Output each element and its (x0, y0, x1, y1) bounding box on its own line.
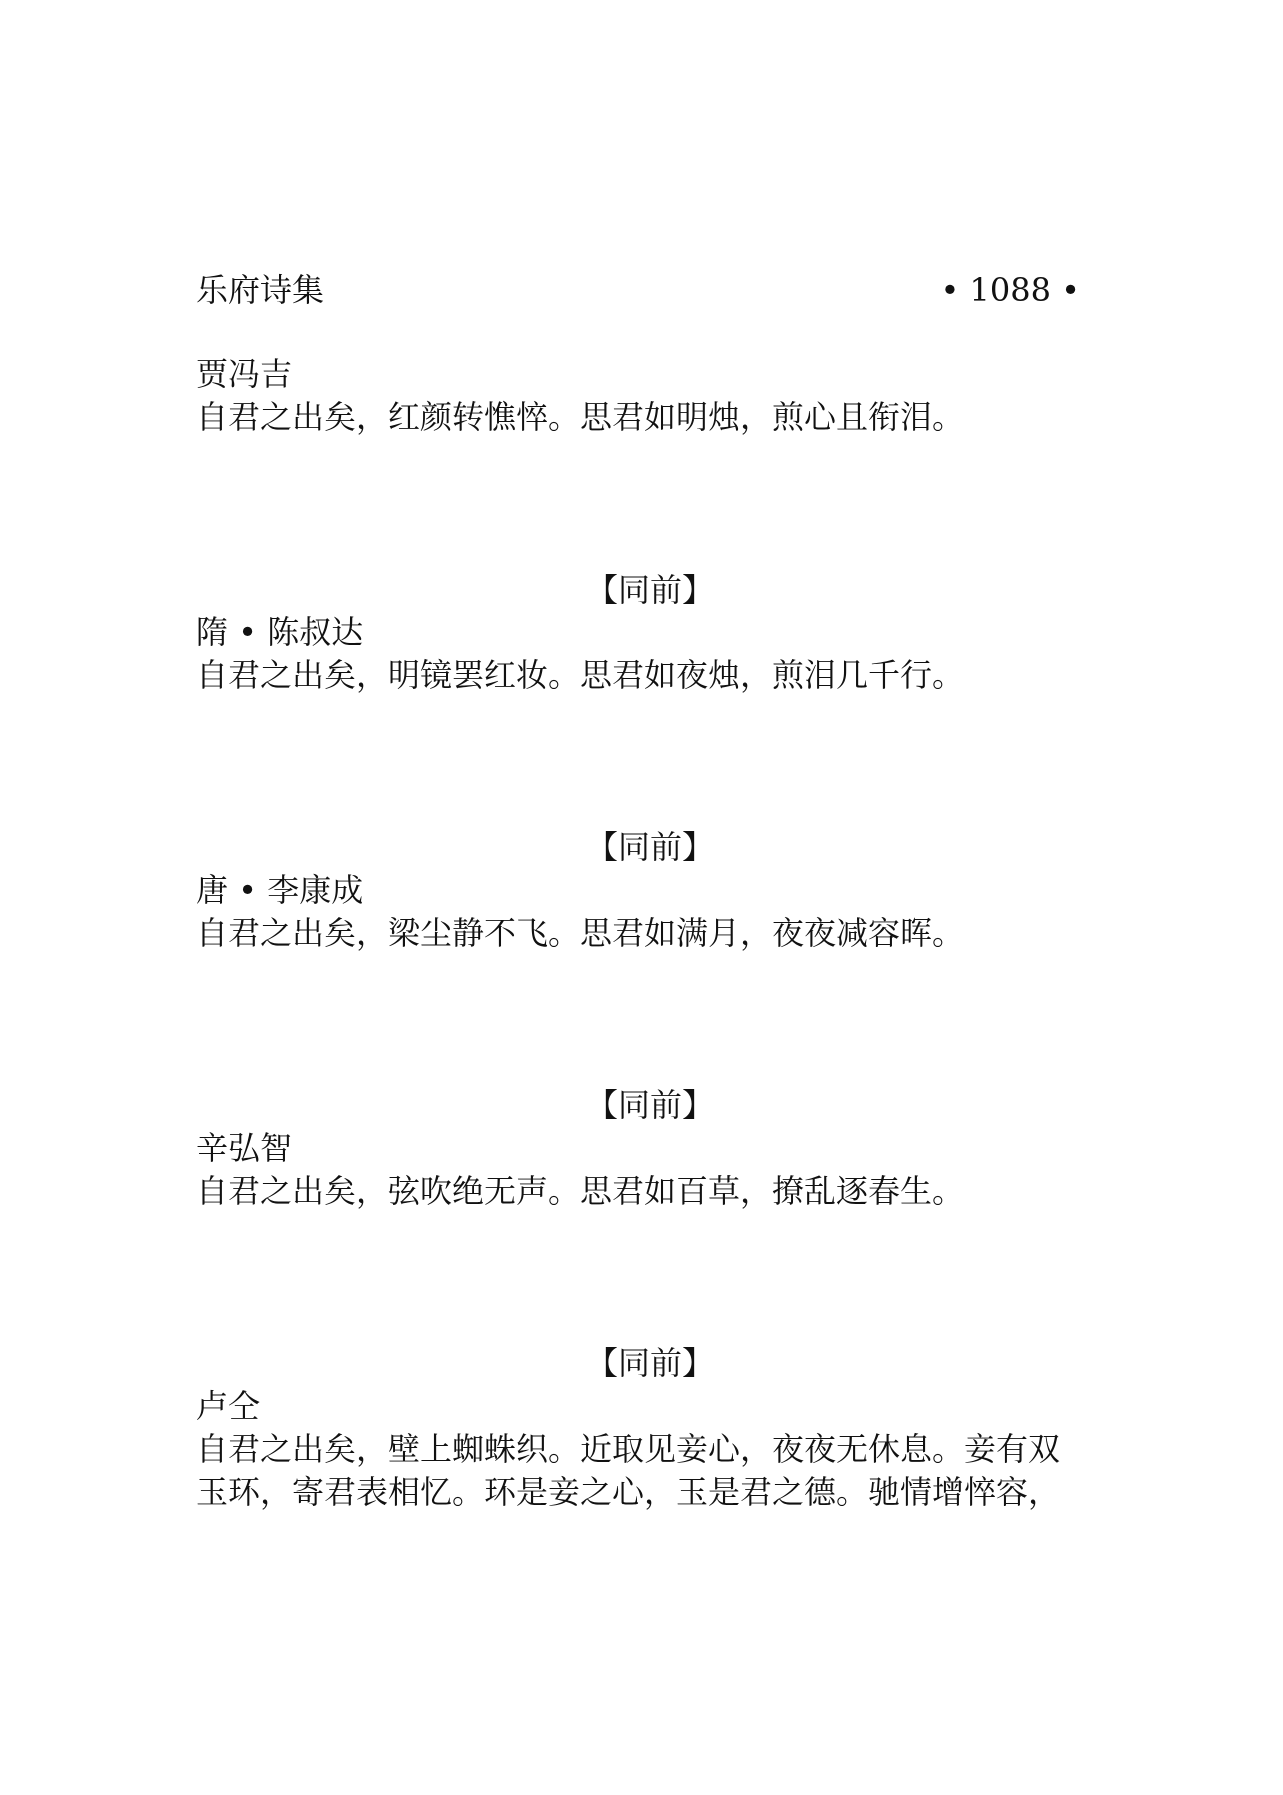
poem-line: 自君之出矣，弦吹绝无声。思君如百草，撩乱逐春生。 (196, 1172, 965, 1210)
running-head (196, 270, 1080, 310)
poem-line: 自君之出矣，壁上蜘蛛织。近取见妾心，夜夜无休息。妾有双 (196, 1430, 1061, 1468)
poem-author: 隋 • 陈叔达 (196, 613, 364, 651)
book-title: 乐府诗集 (196, 271, 325, 309)
poem-author: 唐 • 李康成 (196, 871, 364, 909)
page-number: • 1088 • (940, 271, 1080, 309)
poem-line: 自君之出矣，梁尘静不飞。思君如满月，夜夜减容晖。 (196, 914, 965, 952)
poem-line: 自君之出矣，红颜转憔悴。思君如明烛，煎心且衔泪。 (196, 398, 965, 436)
section-heading: 【同前】 (586, 571, 715, 609)
poem-author: 辛弘智 (196, 1129, 293, 1167)
poem-author: 卢仝 (196, 1387, 261, 1425)
poem-line: 自君之出矣，明镜罢红妆。思君如夜烛，煎泪几千行。 (196, 656, 965, 694)
poem-line: 玉环，寄君表相忆。环是妾之心，玉是君之德。驰情增悴容， (196, 1473, 1061, 1511)
poem-author: 贾冯吉 (196, 355, 293, 393)
section-heading: 【同前】 (586, 1344, 715, 1382)
section-heading: 【同前】 (586, 1086, 715, 1124)
section-heading: 【同前】 (586, 828, 715, 866)
